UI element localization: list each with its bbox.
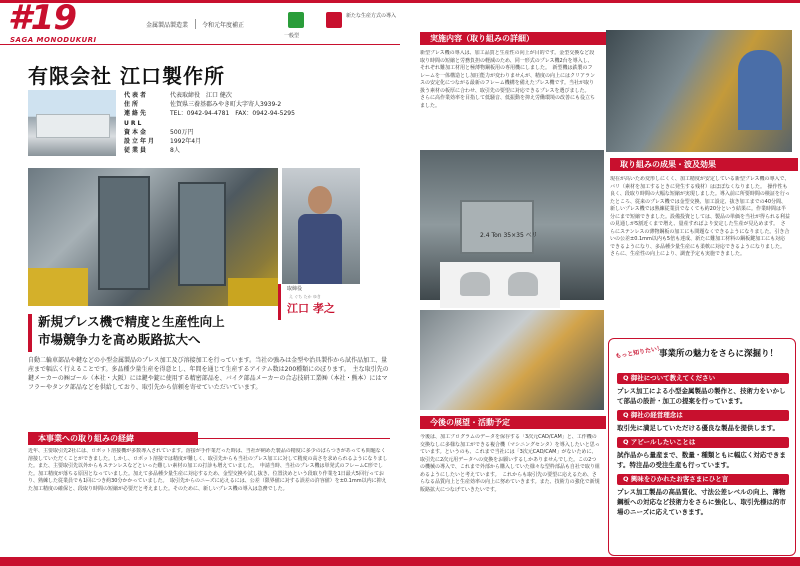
results-text: 現在が高いため変形しにくく、加工精度が安定している新型プレス機の導入で、バリ（素材を加工するときに発生する残材）はほぼなくなりました。 操作性も良く、段取り時間の大幅な短縮が実現しました。導入前に所要時間の検証を行ったところ、従来のプレス機では金型交換、加工設定、抜き加工までの40分間、新しいプレス機では熟練従業員でなくても約20分という結果に。作業時間は半分にまで短縮できました。設備投資としては、製品の単価を当社が得られる利益の見通しが5割近くまで増え、量産すればより安定した生産が見込めます。 さらにステンレスの薄物鋼板の加工にも問題なくできるようになりました。引き合いの公差±0.1mm以内も5倍も達成、新たに難加工材料の鋼板鍵加工にも対応できるようになり、多品種少量生産にも柔軟に対応できるようになりました。 さらに、生産性の向上により、調査予定も実施できました。 [610,176,790,257]
top-accent-bar-right [400,0,800,3]
die-label: 2.4 Ton 35×35 ベリ [480,232,538,239]
workshop-photo [28,168,278,306]
intro-paragraph: 自動二輪車部品や鍵などの小型金属製品のプレス加工及び溶接加工を行っています。当社の強みは金型や治具製作から試作品加工、量産まで幅広く行えることです。多品種少量生産を得意とし、年間を通じて生産するアイテム数は200種類にのぼります。 主な取引先の鍵メーカーの㈱ゴール（本社・大阪）には鍵や錠に使用する精密部品を、バイク部品メーカーの合志技研工業㈱（本社・熊本）にはマフラーやタンク部品などを供給しており、取引先から信頼を寄せていただいています。 [28,357,389,391]
badge-new-method: 新たな生産方式の導入 [346,13,397,19]
bottom-accent-bar-right [400,557,800,566]
q3-icon: Q [623,438,631,446]
panel-intro: もっと知りたい！ [614,344,664,361]
section-rule [188,438,390,439]
headline-line2: 市場競争力を高め販路拡大へ [38,332,201,347]
q4-icon: Q [623,475,631,483]
general-type-icon [288,12,304,28]
qa-answer: プレス加工製品の高品質化、寸法公差レベルの向上、薄物鋼板への対応など技術力をさらに強化し、取引先様は的市場のニーズに応えていきます。 [617,488,786,516]
header-rule [0,44,400,45]
deep-dive-panel [608,338,796,556]
company-info [124,91,394,155]
background-text: 近年、主要取引先2社には、ロボット溶接機が多数導入されています。溶接が手作業だった時は、当社が納めた製品の精度に多少のばらつきがあっても問題なく溶接していただくことができました。しかし、ロボット溶接では精度が難しく、取引先からも当社のプレス加工に対して精度の高さを求められるようになりました。また、主要取引先以外からもステンレスなどといった難しい素材の加工の打診も増えていました。 申請当時、当社のプレス機は単発式のフレームC形でした。加工精度が落ちる原因となっていました。加えて多品種少量生産に対応するため、金型交換や試し抜き、位置決めという段取り作業を1日最大5回行っており、熟練した従業員でも1回につき約30分かかっていました。 取引先からのニーズに応えるには、公差（限界値に対する誤差の許容値）を±0.1mm以内に抑えた加工精度の確保と、段取り時間の短縮が必要だと考えました。そのために、新しいプレス機の導入は急務でした。 [28,448,388,492]
workpiece-photo [420,310,604,410]
qa-question: Q 御社の経営理念は [617,410,789,421]
role: 取締役 [287,286,303,292]
section-title-implementation: 実施内容（取り組みの詳細） [420,32,606,45]
outlook-text: 今後は、加工プログラムのデータを保存する「3次元CAD/CAM」と、工作機の交換なしに多様な加工ができる複合機（マシニングセンタ）を導入したいと思っています。というのも、これまで当社には「3次元CAD/CAM」がないために、取引先に2次元用データへの変換をお願いするしかありませんでした。この2つの機械の導入で、これまで外部から購入していた様々な型枠部品も自社で取り組めるようにしたいと考えています。 これからも取引先の要望に応えるため、さらなる品質向上と生産効率の向上に努めていきます。また、技術力の強化で新規販路拡大につなげていきたいです。 [420,434,600,493]
info-row: 資本金 500万円 [124,128,194,136]
panel-title: 事業所の魅力をさらに深掘り！ [659,349,779,359]
press-machine-photo [606,30,792,152]
bottom-accent-bar [0,557,400,566]
factory-photo [28,90,116,156]
portrait-photo [282,168,360,286]
qa-question: Q 興味をひかれたお客さまにひと言 [617,474,789,485]
qa-answer: プレス加工による小型金属製品の製作と、技術力をいかして部品の設計・加工の提案を行っています。 [617,387,786,405]
info-row: 従業員 8人 [124,147,180,155]
divider [195,19,196,29]
name-card [278,284,367,320]
section-title-outlook: 今後の展望・活動予定 [420,416,606,429]
info-row: 代表者 代表取締役 江口 健次 [124,92,232,99]
info-row: 連絡先 TEL：0942-94-4781 FAX：0942-94-5295 [124,110,295,118]
qa-question: Q 御社について教えてください [617,373,789,384]
info-row: 設立年月 1992年4月 [124,138,202,146]
parts-photo [440,262,560,308]
info-row: 住所 佐賀県三養基郡みやき町大字寄人3939-2 [124,101,282,109]
tag-era: 令和元年度補正 [202,22,245,29]
badge-general: 一般型 [284,33,300,39]
headline-line1: 新規プレス機で精度と生産性向上 [38,314,225,329]
tag-industry: 金属製品製造業 [146,22,189,29]
person-name: 江口 孝之 [287,302,335,315]
qa-answer: 取引先に満足していただける優良な製品を提供します。 [617,424,779,432]
implementation-text: 新型プレス機の導入は、加工品質と生産性の向上が目的です。金型交換など段取り時間の短縮と労務負担の軽減のため、同一形式のプレス機2台を導入し、それぞれ難加工材用と極薄物鋼板用の専用機にしました。 新型機は鉄製のフレームを一体構造とし加圧能力が変わりませんが、精度の向上にはクリアランスの安定化につながる最新のフレーム機構を備えたプレス機です。当社が取り扱う素材の板厚に合わせ、取引先の要望に対応できるプレスを選びました。 さらに高作業効率を目指して低騒音、低振動を抑え労働環境の改善にも役立ちました。 [420,50,596,109]
section-title-results: 取り組みの成果・波及効果 [610,158,798,171]
qa-question: Q アピールしたいことは [617,437,789,448]
new-method-icon [326,12,342,28]
q1-icon: Q [623,374,631,382]
company-name: 有限会社 江口製作所 [28,64,225,88]
info-row: URL [124,119,144,127]
headline-bar [28,314,32,352]
name-ruby: え ぐち たか ゆき [289,294,321,299]
series-label: SAGA MONODUKURI [10,36,97,44]
section-title-background: 本事業への取り組みの経緯 [28,432,198,445]
issue-number: #19 [8,0,76,38]
q2-icon: Q [623,411,631,419]
qa-answer: 試作品から量産まで、数量・種類ともに幅広く対応できます。特注品の受注生産も行っています。 [617,451,786,469]
